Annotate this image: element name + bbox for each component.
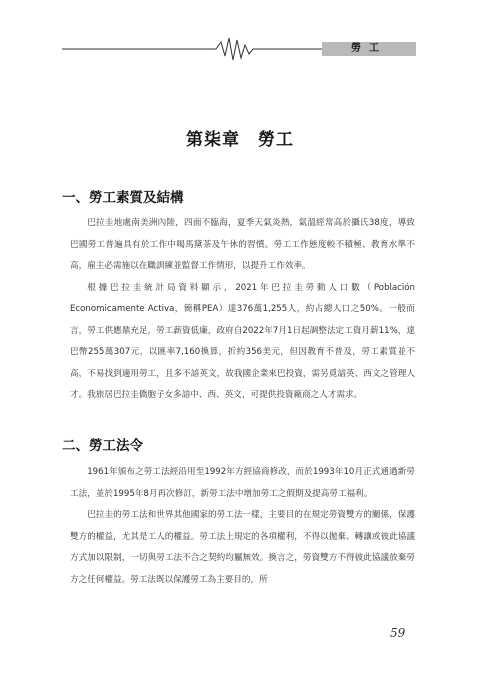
page-number: 59 <box>390 626 406 640</box>
page-header <box>0 0 480 70</box>
section-heading-labor-law: 二、勞工法令 <box>62 438 143 454</box>
paragraph: 根據巴拉圭統計局資料顯示，2021年巴拉圭勞動人口數（Población Economicamente Activa，簡稱PEA）達376萬1,255人，約占總人口之50%。一般而言，勞工供應鼎充足，勞工薪資低廉，政府自2022年7月1日起調整法定工資月薪11%，達巴幣255萬307元，以匯率7,160換算，折約356美元，但因教育不普及，勞工素質並不高，不易找到適用勞工，且多不諳英文，故我國企業來巴投資，需另覓諳英、西文之管理人才。我旅居巴拉圭僑胞子女多諳中、西、英文，可提供投資廠商之人才需求。 <box>70 282 415 400</box>
section-body-labor-quality <box>70 213 415 407</box>
paragraph: 巴拉圭地處南美洲內陸，四面不臨海，夏季天氣炎熱，氣溫經常高於攝氏38度，導致巴國勞工普遍具有於工作中喝馬黛茶及午休的習慣。勞工工作態度較不積極、教育水準不高，雇主必需施以在職訓練並監督工作情形，以提升工作效率。 <box>70 218 415 271</box>
chapter-title: 第柒章 勞工 <box>186 130 294 150</box>
paragraph: 巴拉圭的勞工法和世界其他國家的勞工法一樣，主要目的在規定勞資雙方的關係，保護雙方的權益，尤其是工人的權益。勞工法上規定的各項權利，不得以拋棄、轉讓或彼此協議方式加以限制，一切與勞工法不合之契約均屬無效。換言之，勞資雙方不得彼此協議放棄勞方之任何權益。勞工法既以保護勞工為主要目的，所 <box>70 510 415 585</box>
header-waveform-line <box>0 0 480 70</box>
section-tab-label: 勞工 <box>322 42 416 56</box>
section-body-labor-law <box>70 462 415 591</box>
paragraph: 1961年頒布之勞工法經沿用至1992年方經協商修改，而於1993年10月正式通過新勞工法，並於1995年8月再次修訂，新勞工法中增加勞工之假期及提高勞工福利。 <box>70 467 415 499</box>
section-heading-labor-quality: 一、勞工素質及結構 <box>62 190 184 206</box>
